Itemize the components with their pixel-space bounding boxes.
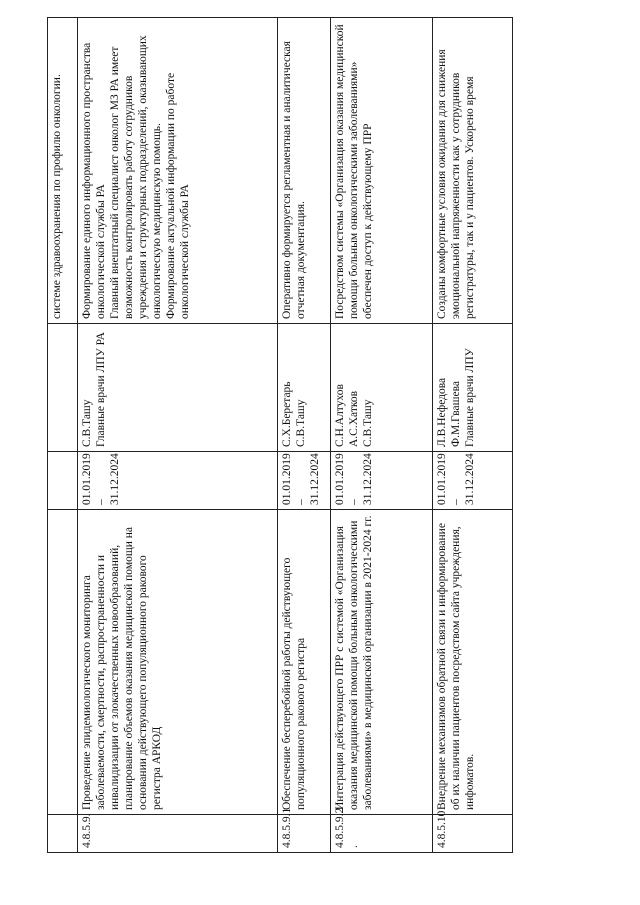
cell-dates bbox=[78, 452, 278, 510]
cell-result bbox=[48, 18, 78, 324]
date-end: 31.12.2024 bbox=[362, 453, 374, 505]
table-row bbox=[278, 18, 331, 853]
cell-result bbox=[278, 18, 331, 324]
responsible-person: С.В.Ташу bbox=[295, 399, 307, 447]
action-text: Обеспечение бесперебойной работы действующего популяционного ракового регистра bbox=[281, 557, 307, 810]
cell-responsible bbox=[48, 324, 78, 452]
result-line: Главный внештатный специалист онколог МЗ РА имеет возможность контролировать работу сотрудников учреждения и структурных подразделений, оказывающих онкологическую медицинскую помощь. bbox=[109, 35, 163, 319]
responsible-person: А.С.Хатков bbox=[348, 390, 360, 447]
cell-result bbox=[78, 18, 278, 324]
action-text: Проведение эпидемиологического мониторинга заболеваемости, смертности, распространенности и инвалидизации от злокачественных новообразований, планирование объемов оказания медицинской помощи на основании действующего популяционного ракового регистра АРКОД bbox=[81, 526, 163, 810]
cell-dates bbox=[433, 452, 513, 510]
date-start: 01.01.2019 – bbox=[281, 453, 307, 505]
date-end: 31.12.2024 bbox=[109, 453, 121, 505]
table-row bbox=[48, 18, 78, 853]
cell-dates bbox=[48, 452, 78, 510]
date-start: 01.01.2019 – bbox=[436, 453, 462, 505]
responsible-person: С.В.Ташу bbox=[362, 399, 374, 447]
cell-responsible bbox=[278, 324, 331, 452]
row-number-suffix: . bbox=[348, 845, 360, 848]
action-text: Внедрение механизмов обратной связи и информирование об их наличии пациентов посредством сайта учреждения, инфоматов. bbox=[436, 523, 476, 810]
result-line: Посредством системы «Организация оказания медицинской помощи больным онкологическими заболеваниями» обеспечен доступ к действующему ПРР bbox=[334, 24, 374, 319]
table-row bbox=[433, 18, 513, 853]
cell-result bbox=[433, 18, 513, 324]
result-line: Формирование единого информационного пространства онкологической службы РА bbox=[81, 42, 107, 319]
responsible-person: С.В.Ташу bbox=[81, 399, 93, 447]
cell-responsible bbox=[78, 324, 278, 452]
responsible-person: Главные врачи ЛПУ РА bbox=[95, 332, 107, 447]
cell-number bbox=[48, 815, 78, 853]
row-number: 4.8.5.9. bbox=[81, 813, 93, 848]
row-number: 4.8.5.10 bbox=[436, 810, 448, 848]
cell-number bbox=[78, 815, 278, 853]
cell-action bbox=[278, 510, 331, 815]
date-end: 31.12.2024 bbox=[464, 453, 476, 505]
cell-action bbox=[433, 510, 513, 815]
cell-action bbox=[331, 510, 433, 815]
cell-dates bbox=[331, 452, 433, 510]
table-row bbox=[78, 18, 278, 853]
cell-result bbox=[331, 18, 433, 324]
responsible-person: Главные врачи ЛПУ bbox=[464, 348, 476, 447]
responsible-person: Ф.М.Гвашева bbox=[450, 381, 462, 447]
result-line: Оперативно формируется регламентная и аналитическая отчетная документация. bbox=[281, 41, 307, 319]
result-line: Формирование актуальной информации по работе онкологической службы РА bbox=[165, 72, 191, 319]
responsible-person: С.Х.Беретарь bbox=[281, 381, 293, 447]
action-text: Интеграция действующего ПРР с системой «Организация оказания медицинской помощи больным онкологическими заболеваниями» в медицинской организации в 2021-2024 гг. bbox=[334, 515, 374, 810]
cell-number bbox=[433, 810, 513, 853]
result-line: Созданы комфортные условия ожидания для снижения эмоциональной напряженности как у сотрудников регистратуры, так и у пациентов. Ускорено время bbox=[436, 49, 476, 319]
table-row bbox=[331, 18, 433, 853]
plan-table bbox=[47, 17, 513, 853]
row-number: 4.8.5.9.2 bbox=[334, 807, 346, 848]
rotated-table-wrapper bbox=[47, 18, 512, 853]
cell-action bbox=[48, 510, 78, 815]
date-start: 01.01.2019 – bbox=[81, 453, 107, 505]
responsible-person: Л.В.Нефедова bbox=[436, 377, 448, 447]
cell-number bbox=[331, 807, 433, 853]
row-number: 4.8.5.9.1 bbox=[281, 807, 293, 848]
result-line: системе здравоохранения по профилю онкологии. bbox=[51, 74, 63, 319]
date-end: 31.12.2024 bbox=[309, 453, 321, 505]
cell-responsible bbox=[331, 324, 433, 452]
responsible-person: С.Н.Алтухов bbox=[334, 384, 346, 447]
cell-number bbox=[278, 807, 331, 853]
cell-action bbox=[78, 510, 278, 815]
cell-dates bbox=[278, 452, 331, 510]
date-start: 01.01.2019 – bbox=[334, 453, 360, 505]
cell-responsible bbox=[433, 324, 513, 452]
